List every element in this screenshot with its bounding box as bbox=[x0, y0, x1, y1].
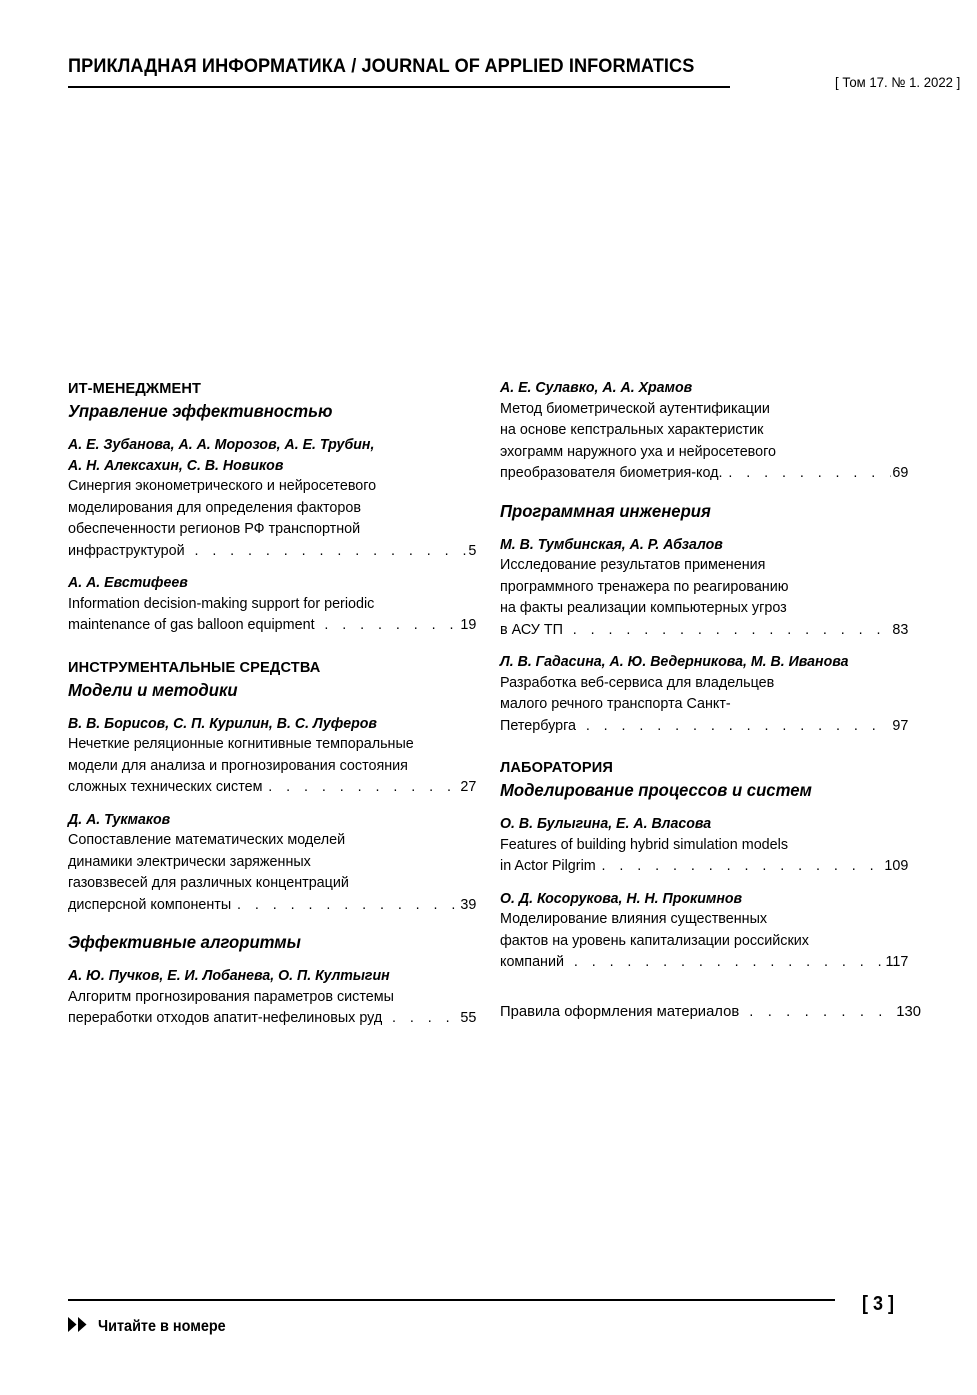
toc-entry-page-number: 55 bbox=[460, 1010, 477, 1026]
toc-entry-title-tail bbox=[68, 541, 477, 563]
toc-entry[interactable] bbox=[68, 810, 477, 917]
dot-leader bbox=[586, 716, 891, 738]
toc-entry-page-line[interactable] bbox=[500, 620, 908, 642]
toc-entry[interactable] bbox=[68, 714, 477, 799]
toc-column-right bbox=[500, 378, 921, 1023]
toc-subsection-heading bbox=[68, 930, 477, 955]
toc-entry-title-last-line: Правила оформления материалов bbox=[500, 1003, 744, 1020]
toc-entry-authors: Л. В. Гадасина, А. Ю. Ведерникова, М. В. Иванова bbox=[500, 654, 849, 670]
toc-entry[interactable] bbox=[500, 889, 909, 974]
toc-entry-title-line: Метод биометрической аутентификации bbox=[500, 400, 770, 417]
toc-entry-title-line: на основе кепстральных характеристик bbox=[500, 422, 764, 438]
dot-leader bbox=[749, 1002, 896, 1024]
toc-entry-title-tail bbox=[500, 952, 909, 974]
toc-subsection-heading bbox=[500, 499, 909, 524]
page-number: [ 3 ] bbox=[862, 1293, 895, 1315]
toc-entry-title-last-line: в АСУ ТП bbox=[500, 621, 567, 638]
toc-column-left bbox=[68, 378, 477, 1030]
masthead bbox=[68, 55, 961, 95]
double-chevron-right-icon bbox=[68, 1317, 89, 1337]
toc-entry-authors: М. В. Тумбинская, А. Р. Абзалов bbox=[500, 536, 723, 553]
toc-entry-title-line: Алгоритм прогнозирования параметров системы bbox=[68, 988, 394, 1005]
toc-entry-page-number: 130 bbox=[896, 1003, 921, 1020]
dot-leader bbox=[602, 856, 885, 878]
toc-entry-title-line: эхограмм наружного уха и нейросетевого bbox=[500, 443, 777, 460]
dot-leader bbox=[728, 463, 890, 485]
dot-leader bbox=[573, 620, 891, 642]
toc-entry[interactable] bbox=[500, 378, 909, 485]
toc-entry-page-line[interactable] bbox=[500, 716, 908, 738]
toc-entry[interactable] bbox=[68, 573, 477, 637]
toc-entry-title-last-line: дисперсной компоненты bbox=[68, 896, 232, 913]
masthead-divider bbox=[68, 86, 730, 88]
toc-subsection-title: Модели и методики bbox=[68, 679, 238, 700]
dot-leader bbox=[268, 777, 458, 799]
toc-entry-page-number: 83 bbox=[892, 621, 909, 638]
toc-subsection-title: Моделирование процессов и систем bbox=[500, 780, 812, 800]
toc-entry-page-number: 97 bbox=[892, 717, 909, 734]
toc-entry-page-number: 27 bbox=[460, 779, 477, 795]
toc-entry-title-line: Моделирование влияния существенных bbox=[500, 911, 768, 927]
toc-entry-page-line[interactable] bbox=[500, 856, 908, 878]
toc-entry-title-tail bbox=[500, 716, 909, 738]
toc-subsection-title: Управление эффективностью bbox=[68, 401, 333, 421]
toc-entry-page-number: 39 bbox=[460, 896, 477, 913]
dot-leader bbox=[392, 1008, 458, 1030]
toc-entry-title-last-line: maintenance of gas balloon equipment bbox=[68, 617, 319, 633]
toc-entry-page-line[interactable] bbox=[68, 777, 476, 799]
toc-entry-title-line: на факты реализации компьютерных угроз bbox=[500, 600, 787, 616]
dot-leader bbox=[324, 615, 458, 637]
toc-entry-title-line: Сопоставление математических моделей bbox=[68, 832, 346, 848]
toc-entry-title-last-line: преобразователя биометрия-код. bbox=[500, 465, 723, 481]
toc-entry[interactable] bbox=[500, 652, 909, 737]
toc-entry-page-line[interactable] bbox=[500, 1002, 921, 1024]
toc-section-title: ИНСТРУМЕНТАЛЬНЫЕ СРЕДСТВА bbox=[68, 658, 321, 676]
toc-entry-title-tail bbox=[68, 895, 477, 917]
toc-entry-authors: А. Е. Зубанова, А. А. Морозов, А. Е. Трубин, bbox=[68, 437, 375, 453]
dot-leader bbox=[237, 895, 458, 917]
toc-entry[interactable] bbox=[68, 966, 477, 1030]
toc-entry-authors: А. Н. Алексахин, С. В. Новиков bbox=[68, 457, 284, 474]
dot-leader bbox=[194, 541, 466, 563]
toc-entry-title-last-line: сложных технических систем bbox=[68, 779, 263, 795]
toc-entry-title-line: программного тренажера по реагированию bbox=[500, 578, 789, 595]
toc-entry-title-last-line: Петербурга bbox=[500, 717, 580, 734]
toc-entry-page-line[interactable] bbox=[500, 952, 908, 974]
toc-entry[interactable] bbox=[68, 435, 477, 562]
toc-subsection-title: Эффективные алгоритмы bbox=[68, 932, 301, 952]
toc-entry-page-number: 19 bbox=[460, 617, 477, 633]
toc-entry-page-line[interactable] bbox=[68, 541, 476, 563]
toc-entry-page-number: 109 bbox=[884, 858, 909, 874]
toc-entry-title-line: модели для анализа и прогнозирования состояния bbox=[68, 757, 408, 774]
toc-section-heading bbox=[68, 378, 477, 424]
toc-standalone-entry bbox=[500, 1002, 921, 1024]
toc-entry-title-line: Исследование результатов применения bbox=[500, 557, 766, 573]
toc-subsection-title: Программная инженерия bbox=[500, 500, 711, 521]
toc-entry-title-tail bbox=[68, 777, 477, 799]
toc-entry-title-tail bbox=[500, 620, 909, 642]
toc-entry-title-line: обеспеченности регионов РФ транспортной bbox=[68, 521, 361, 537]
toc-entry-authors: В. В. Борисов, С. П. Курилин, В. С. Луферов bbox=[68, 715, 377, 732]
footer-divider bbox=[68, 1299, 835, 1301]
toc-entry-title-last-line: in Actor Pilgrim bbox=[500, 858, 596, 874]
toc-section-title: ИТ-МЕНЕДЖМЕНТ bbox=[68, 380, 202, 397]
toc-entry-authors: О. Д. Косорукова, Н. Н. Прокимнов bbox=[500, 890, 743, 907]
toc-entry-title-last-line: переработки отходов апатит-нефелиновых руд bbox=[68, 1010, 387, 1026]
toc-entry-title-tail bbox=[68, 615, 477, 637]
issue-label: [ Том 17. № 1. 2022 ] bbox=[835, 74, 961, 90]
toc-section-heading bbox=[500, 757, 909, 803]
toc-entry-title-line: Разработка веб-сервиса для владельцев bbox=[500, 674, 775, 691]
dot-leader bbox=[574, 952, 886, 974]
journal-title: ПРИКЛАДНАЯ ИНФОРМАТИКА / JOURNAL OF APPLIED INFORMATICS bbox=[68, 55, 695, 77]
toc-entry-authors: А. А. Евстифеев bbox=[68, 575, 188, 591]
toc-section-heading bbox=[68, 657, 477, 703]
toc-entry-title-last-line: компаний bbox=[500, 954, 569, 970]
toc-entry-page-line[interactable] bbox=[500, 463, 908, 485]
toc-entry-authors: А. Е. Сулавко, А. А. Храмов bbox=[500, 380, 693, 396]
toc-entry-authors: О. В. Булыгина, Е. А. Власова bbox=[500, 816, 712, 832]
toc-entry-title-tail bbox=[68, 1008, 477, 1030]
toc-entry-authors: А. Ю. Пучков, Е. И. Лобанева, О. П. Култыгин bbox=[68, 968, 390, 984]
toc-entry-title-line: газовзвесей для различных концентраций bbox=[68, 875, 349, 891]
toc-entry[interactable] bbox=[500, 814, 909, 878]
toc-entry-page-number: 69 bbox=[892, 465, 909, 481]
toc-section-title: ЛАБОРАТОРИЯ bbox=[500, 759, 613, 776]
toc-entry-page-number: 5 bbox=[468, 542, 477, 559]
toc-entry-title-line: Синергия эконометрического и нейросетевого bbox=[68, 478, 377, 494]
toc-entry-title-line: динамики электрически заряженных bbox=[68, 853, 311, 870]
toc-entry-title-tail bbox=[500, 856, 909, 878]
toc-entry-title-line: моделирования для определения факторов bbox=[68, 499, 362, 516]
footer-read-in-issue bbox=[68, 1317, 235, 1337]
toc-entry-page-line[interactable] bbox=[68, 1008, 476, 1030]
toc-entry-title-line: малого речного транспорта Санкт- bbox=[500, 696, 731, 712]
toc-entry-authors: Д. А. Тукмаков bbox=[68, 811, 171, 828]
footer-label-text: Читайте в номере bbox=[98, 1318, 226, 1335]
toc-entry-title-line: фактов на уровень капитализации российских bbox=[500, 932, 809, 949]
toc-entry-page-line[interactable] bbox=[68, 895, 476, 917]
toc-entry-page-number: 117 bbox=[885, 954, 909, 970]
toc-entry[interactable] bbox=[500, 535, 909, 642]
toc-entry-page-line[interactable] bbox=[68, 615, 476, 637]
toc-entry-title-tail bbox=[500, 463, 909, 485]
toc-entry-title-line: Нечеткие реляционные когнитивные темпоральные bbox=[68, 736, 414, 752]
toc-entry-title-line: Information decision-making support for periodic bbox=[68, 595, 375, 612]
toc-entry-title-last-line: инфраструктурой bbox=[68, 542, 189, 559]
toc-entry-title-line: Features of building hybrid simulation models bbox=[500, 836, 789, 853]
